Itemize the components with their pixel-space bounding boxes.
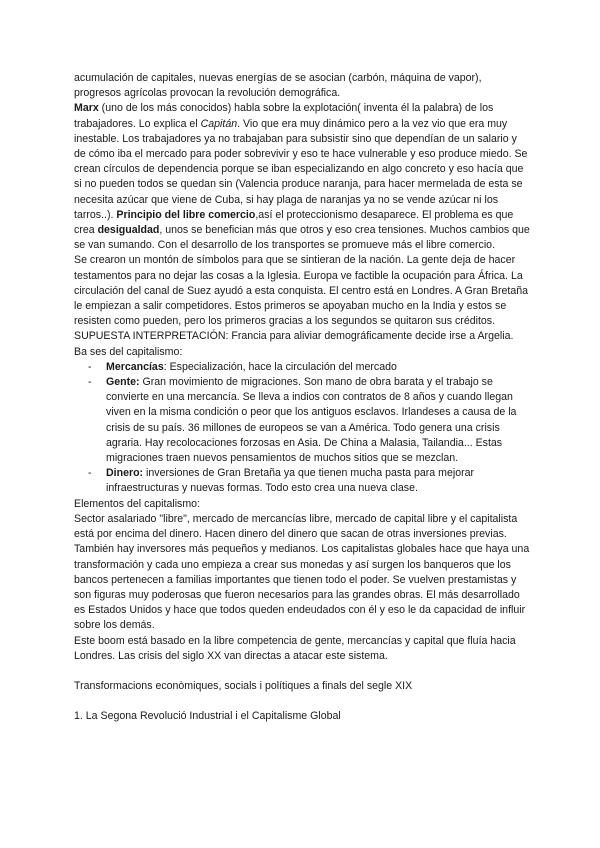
- bases-text: : Especialización, hace la circulación del mercado: [163, 360, 397, 373]
- list-dash: -: [88, 376, 92, 389]
- elementos-heading: Elementos del capitalismo:: [74, 497, 201, 510]
- marx-paragraph: [74, 101, 530, 253]
- boom-paragraph: Este boom está basado en la libre competencia de gente, mercancías y capital que fluía hacia Londres. Las crisis del siglo XX van directas a atacar este sistema.: [74, 634, 516, 662]
- book-title: Capitán: [200, 117, 238, 130]
- bases-term: Dinero:: [106, 467, 144, 480]
- list-dash: -: [88, 467, 92, 480]
- list-item: [74, 360, 530, 375]
- spacer: [74, 694, 530, 709]
- marx-text-4: , unos se benefician más que otros y eso crea tensiones. Muchos cambios que se van sumando. Con el desarrollo de los transportes se promueve más el libre comercio.: [74, 224, 530, 252]
- transformacions-heading: Transformacions econòmiques, socials i polítiques a finals del segle XIX: [74, 679, 413, 692]
- spacer: [74, 664, 530, 679]
- list-dash: -: [88, 360, 92, 373]
- marx-text-2: . Vio que era muy dinámico pero a la vez vio que era muy inestable. Los trabajadores ya no trabajaban para subsistir sino que dependían de un salario y de cómo iba el mercado para poder sobrevivir y eso te hace vulnerable y eso produce miedo. Se crean círculos de dependencia porque se iban especializando en algo concreto y eso hacía que si no pueden todos se quedan sin (Valencia produce naranja, para hacer mermelada de esta se necesita azúcar que viene de Cuba, si hay plaga de naranjas ya no se vende azúcar ni los tarros..).: [74, 117, 528, 221]
- intro-paragraph: acumulación de capitales, nuevas energías de se asocian (carbón, máquina de vapor), progresos agrícolas provocan la revolución demográfica.: [74, 72, 482, 100]
- bases-term: Gente:: [106, 376, 140, 389]
- list-item: [74, 466, 530, 496]
- supuesta-interpretacion: SUPUESTA INTERPRETACIÓN: Francia para aliviar demográficamente decide irse a Argelia.: [74, 330, 514, 343]
- bases-heading: Ba ses del capitalismo:: [74, 345, 183, 358]
- document-page: [74, 71, 530, 724]
- marx-name: Marx: [74, 102, 99, 115]
- list-item: [74, 375, 530, 466]
- bases-text: Gran movimiento de migraciones. Son mano de obra barata y el trabajo se convierte en una mercancía. Se lleva a indios con contratos de 8 años y cuando llegan viven en la misma condición o peor que los antiguos esclavos. Irlandeses a causa de la crisis de su país. 36 millones de europeos se van a América. Todo genera una crisis agraria. Hay recolocaciones forzosas en Asia. De China a Malasia, Tailandia... Estas migraciones traen nuevos pensamientos de muchos sitios que se mezclan.: [106, 376, 517, 465]
- marx-text-3: ,así el proteccionismo desaparece. El problema es que crea: [74, 208, 514, 237]
- marx-text-1: (uno de los más conocidos) habla sobre la explotación( inventa él la palabra) de los trabajadores. Lo explica el: [74, 102, 494, 130]
- elementos-paragraph: Sector asalariado "libre", mercado de mercancías libre, mercado de capital libre y el capitalista está por encima del dinero. Hacen dinero del dinero que sacan de otras inversiones previas. También hay inversores más pequeños y medianos. Los capitalistas globales hace que haya una transformación y cada uno empieza a crear sus monedas y así surgen los banqueros que los bancos pertenecen a familias importantes que tienen todo el poder. Se vuelven prestamistas y son figuras muy poderosas que fueron necesarios para las grandes obras. El más desarrollado es Estados Unidos y hace que todos queden endeudados con él y eso le da capacidad de influir sobre los demás.: [74, 512, 530, 632]
- desigualdad-term: desigualdad: [97, 224, 160, 237]
- bases-term: Mercancías: [106, 360, 164, 373]
- section-1-heading: 1. La Segona Revolució Industrial i el Capitalisme Global: [74, 710, 341, 723]
- bases-list: [74, 360, 530, 497]
- principio-libre-comercio: Principio del libre comercio: [116, 208, 256, 221]
- bases-text: inversiones de Gran Bretaña ya que tienen mucha pasta para mejorar infraestructuras y nuevas formas. Todo esto crea una nueva clase.: [106, 467, 475, 495]
- simbolos-paragraph: Se crearon un montón de símbolos para que se sintieran de la nación. La gente deja de hacer testamentos para no dejar las cosas a la Iglesia. Europa ve factible la ocupación para África. La circulación del canal de Suez ayudó a esta conquista. El centro está en Londres. A Gran Bretaña le empiezan a salir competidores. Estos primeros se apoyaban mucho en la India y estos se resisten como pueden, pero los primeros gracias a los segundos se quitaron sus créditos.: [74, 254, 529, 328]
